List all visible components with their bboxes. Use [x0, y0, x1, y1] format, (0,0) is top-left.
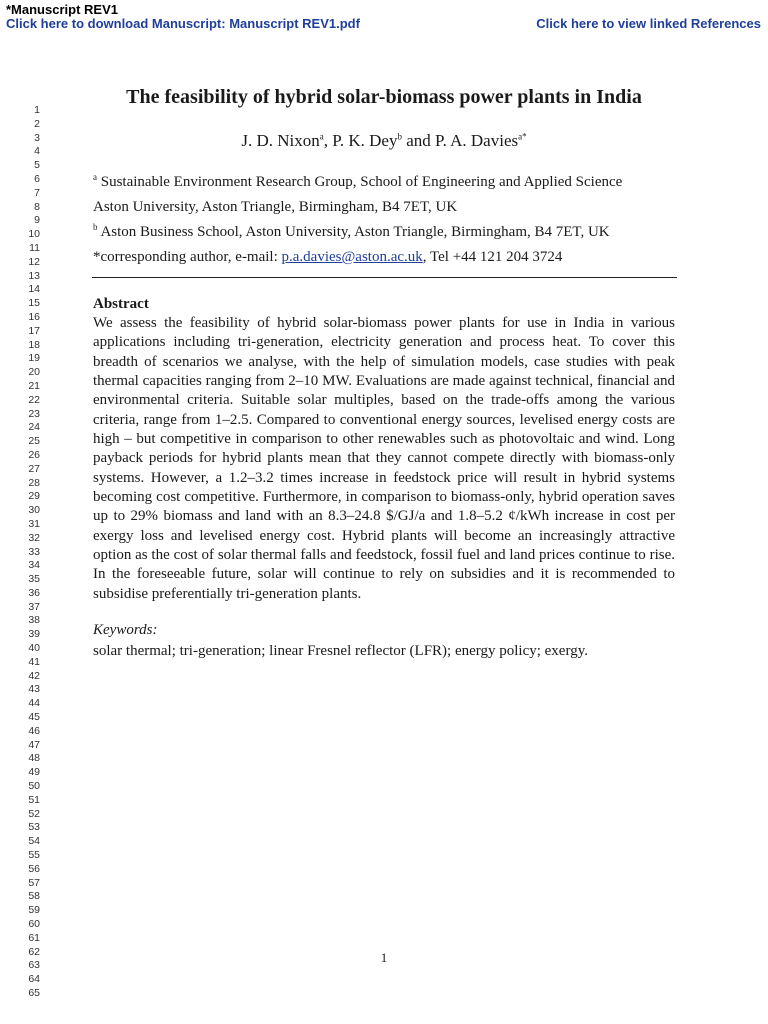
page-number: 1: [380, 950, 388, 965]
line-number: 11: [29, 241, 40, 254]
author-list: [0, 131, 768, 151]
line-number: 33: [28, 545, 40, 558]
manuscript-label: *Manuscript REV1: [6, 2, 118, 17]
line-number: 28: [28, 476, 40, 489]
line-number: 21: [28, 379, 40, 392]
line-number: 16: [28, 310, 40, 323]
line-number: 57: [28, 876, 40, 889]
line-number: 59: [28, 904, 40, 917]
line-number: 5: [34, 159, 40, 172]
keywords-text: solar thermal; tri-generation; linear Fresnel reflector (LFR); energy policy; exergy.: [93, 643, 588, 659]
view-references-link[interactable]: Click here to view linked References: [536, 16, 761, 31]
line-number: 4: [34, 145, 40, 158]
line-number: 17: [28, 324, 40, 337]
line-number: 8: [34, 200, 40, 213]
author-separator: ,: [323, 131, 333, 150]
affiliation-a: [93, 174, 622, 191]
author-affiliation-mark: b: [397, 131, 402, 142]
line-number: 42: [28, 669, 40, 682]
corresponding-prefix: *corresponding author, e-mail:: [93, 249, 282, 265]
line-number: 34: [28, 559, 40, 572]
line-number: 6: [34, 172, 40, 185]
line-number: 44: [28, 697, 40, 710]
line-number: 41: [28, 655, 40, 668]
telephone: , Tel +44 121 204 3724: [422, 249, 563, 265]
line-number: 15: [28, 297, 40, 310]
line-number: 45: [28, 711, 40, 724]
line-number: 18: [28, 338, 40, 351]
line-number: 43: [28, 683, 40, 696]
line-number: 24: [28, 421, 40, 434]
paper-title: The feasibility of hybrid solar-biomass power plants in India: [126, 86, 642, 108]
line-number: 13: [28, 269, 40, 282]
affiliation-b-line: Aston Business School, Aston University, Aston Triangle, Birmingham, B4 7ET, UK: [100, 224, 610, 240]
line-number: 37: [28, 600, 40, 613]
affiliation-mark: a: [93, 172, 97, 182]
author-name: P. K. Dey: [332, 131, 398, 150]
line-number: 51: [28, 793, 40, 806]
line-number: 47: [28, 738, 40, 751]
abstract-text: We assess the feasibility of hybrid solar-biomass power plants for use in India in various applications including tri-generation, electricity generation and process heat. To cover this breadth of scenarios we analyse, with the help of simulation models, case studies with peak thermal capacities ranging from 2–10 MW. Evaluations are made against technical, financial and environmental criteria. Suitable solar multiples, based on the trade-offs among the various criteria, range from 1–2.5. Compared to conventional energy sources, levelised energy costs are high – but competitive in comparison to other renewables such as photovoltaic and wind. Long payback periods for hybrid plants mean that they cannot compete directly with biomass-only systems. However, a 1.2–3.2 times increase in feedstock price will result in hybrid systems becoming cost competitive. Furthermore, in comparison to biomass-only, hybrid operation saves up to 29% biomass and land with an 8.3–24.8 $/GJ/a and 1.8–5.2 ¢/kWh increase in cost per exergy loss and levelised energy cost. Hybrid plants will become an increasingly attractive option as the cost of solar thermal falls and feedstock, fossil fuel and land prices continue to rise. In the foreseeable future, solar will continue to rely on subsidies and it is recommended to subsidise preferentially tri-generation plants.: [93, 315, 675, 602]
line-number: 22: [28, 393, 40, 406]
line-number: 39: [28, 628, 40, 641]
line-number: 20: [28, 366, 40, 379]
line-number: 25: [28, 435, 40, 448]
line-number: 26: [28, 448, 40, 461]
line-number: 29: [28, 490, 40, 503]
line-number: 27: [28, 462, 40, 475]
line-number: 2: [34, 117, 40, 130]
line-number: 7: [34, 186, 40, 199]
line-number: 53: [28, 821, 40, 834]
affiliation-b: [93, 224, 610, 241]
line-number: 49: [28, 766, 40, 779]
author-separator: and: [401, 131, 435, 150]
line-number: 63: [28, 959, 40, 972]
line-number: 10: [28, 228, 40, 241]
line-number: 23: [28, 407, 40, 420]
header-divider: [92, 277, 677, 278]
line-number: 3: [34, 131, 40, 144]
line-number: 50: [28, 780, 40, 793]
line-number: 60: [28, 918, 40, 931]
line-number-gutter: [14, 104, 40, 1001]
affiliation-mark: b: [93, 222, 98, 232]
affiliation-a-line1: Sustainable Environment Research Group, School of Engineering and Applied Science: [100, 174, 623, 190]
author-name: P. A. Davies: [435, 131, 519, 150]
line-number: 1: [34, 104, 40, 116]
line-number: 19: [28, 352, 40, 365]
line-number: 64: [28, 973, 40, 986]
author-affiliation-mark: a*: [518, 131, 527, 142]
email-link[interactable]: p.a.davies@aston.ac.uk: [281, 249, 423, 265]
line-number: 31: [28, 517, 40, 530]
line-number: 38: [28, 614, 40, 627]
line-number: 54: [28, 835, 40, 848]
line-number: 56: [28, 862, 40, 875]
keywords-heading: Keywords:: [93, 622, 158, 638]
line-number: 12: [28, 255, 40, 268]
line-number: 32: [28, 531, 40, 544]
line-number: 36: [28, 586, 40, 599]
author-affiliation-mark: a: [319, 131, 324, 142]
line-number: 40: [28, 642, 40, 655]
line-number: 65: [28, 987, 40, 999]
line-number: 14: [28, 283, 40, 296]
author-name: J. D. Nixon: [241, 131, 320, 150]
corresponding-author: [93, 249, 562, 266]
line-number: 30: [28, 504, 40, 517]
line-number: 35: [28, 573, 40, 586]
line-number: 61: [28, 931, 40, 944]
line-number: 58: [28, 890, 40, 903]
line-number: 52: [28, 807, 40, 820]
download-manuscript-link[interactable]: Click here to download Manuscript: Manuscript REV1.pdf: [6, 16, 360, 31]
line-number: 9: [34, 214, 40, 227]
line-number: 46: [28, 724, 40, 737]
line-number: 48: [28, 752, 40, 765]
line-number: 62: [28, 945, 40, 958]
abstract-heading: Abstract: [93, 296, 149, 312]
affiliation-a-line2: Aston University, Aston Triangle, Birmingham, B4 7ET, UK: [93, 199, 458, 215]
line-number: 55: [28, 849, 40, 862]
